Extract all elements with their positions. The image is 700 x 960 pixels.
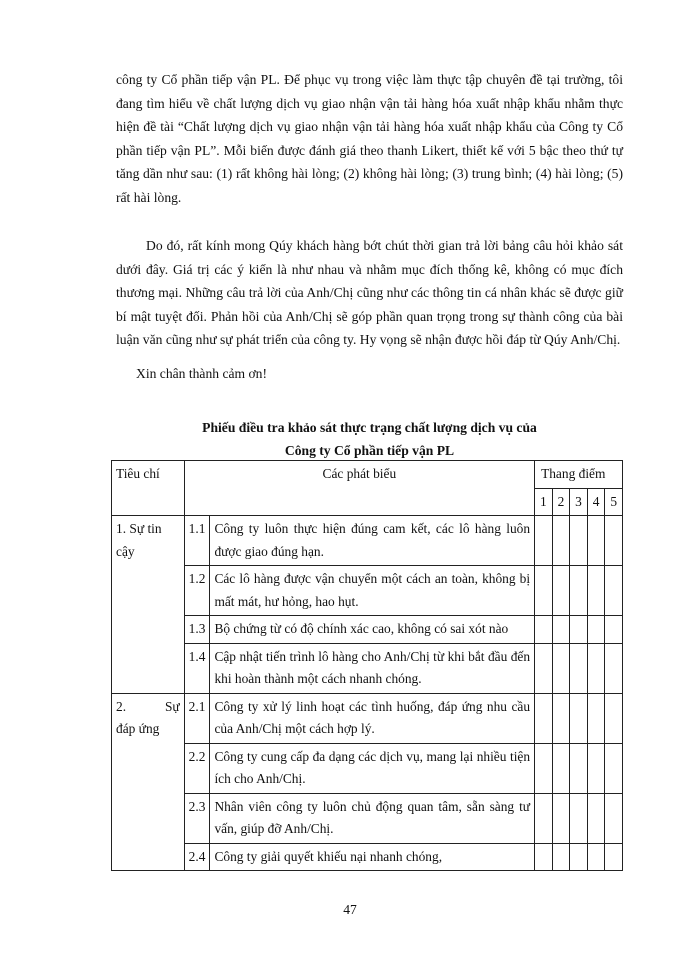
item-statement: Công ty cung cấp đa dạng các dịch vụ, mang lại nhiều tiện ích cho Anh/Chị. bbox=[210, 743, 535, 793]
rating-cell-5[interactable] bbox=[605, 616, 623, 644]
rating-cell-5[interactable] bbox=[605, 693, 623, 743]
item-statement: Các lô hàng được vận chuyển một cách an toàn, không bị mất mát, hư hỏng, hao hụt. bbox=[210, 566, 535, 616]
rating-cell-4[interactable] bbox=[587, 516, 605, 566]
survey-table bbox=[111, 460, 623, 871]
header-statements: Các phát biểu bbox=[184, 461, 534, 516]
scale-value-4: 4 bbox=[587, 488, 605, 516]
rating-cell-2[interactable] bbox=[552, 516, 570, 566]
table-row bbox=[112, 643, 623, 693]
rating-cell-1[interactable] bbox=[535, 643, 553, 693]
item-number: 1.2 bbox=[184, 566, 210, 616]
survey-title-line2: Công ty Cổ phần tiếp vận PL bbox=[284, 443, 455, 458]
header-scale: Thang điểm bbox=[535, 461, 623, 489]
rating-cell-2[interactable] bbox=[552, 693, 570, 743]
rating-cell-3[interactable] bbox=[570, 693, 588, 743]
intro-paragraph: công ty Cổ phần tiếp vận PL. Để phục vụ trong việc làm thực tập chuyên đề tại trường, tôi đang tìm hiểu về chất lượng dịch vụ giao nhận vận tải hàng hóa xuất nhập khẩu nhằm thực hiện đề tài “Chất lượng dịch vụ giao nhận vận tải hàng hóa xuất nhập khẩu của Công ty Cổ phần tiếp vận PL”. Mỗi biến được đánh giá theo thanh Likert, thiết kế với 5 bậc theo thứ tự tăng dần như sau: (1) rất không hài lòng; (2) không hài lòng; (3) trung bình; (4) hài lòng; (5) rất hài lòng. bbox=[116, 72, 623, 205]
rating-cell-3[interactable] bbox=[570, 793, 588, 843]
rating-cell-3[interactable] bbox=[570, 516, 588, 566]
rating-cell-1[interactable] bbox=[535, 566, 553, 616]
rating-cell-1[interactable] bbox=[535, 616, 553, 644]
rating-cell-4[interactable] bbox=[587, 643, 605, 693]
table-row bbox=[112, 793, 623, 843]
rating-cell-3[interactable] bbox=[570, 843, 588, 871]
rating-cell-1[interactable] bbox=[535, 843, 553, 871]
item-number: 2.3 bbox=[184, 793, 210, 843]
table-row bbox=[112, 693, 623, 743]
criteria-reliability bbox=[112, 516, 185, 694]
table-header-row bbox=[112, 461, 623, 489]
rating-cell-5[interactable] bbox=[605, 793, 623, 843]
rating-cell-2[interactable] bbox=[552, 566, 570, 616]
table-row bbox=[112, 616, 623, 644]
scale-value-5: 5 bbox=[605, 488, 623, 516]
table-row bbox=[112, 843, 623, 871]
scale-value-2: 2 bbox=[552, 488, 570, 516]
rating-cell-5[interactable] bbox=[605, 843, 623, 871]
rating-cell-2[interactable] bbox=[552, 616, 570, 644]
rating-cell-2[interactable] bbox=[552, 743, 570, 793]
item-number: 1.1 bbox=[184, 516, 210, 566]
scale-value-3: 3 bbox=[570, 488, 588, 516]
criteria-responsiveness-word: Sự bbox=[164, 698, 180, 714]
criteria-reliability-line2: cậy bbox=[116, 543, 135, 559]
item-statement: Công ty giải quyết khiếu nại nhanh chóng, bbox=[210, 843, 535, 871]
table-row bbox=[112, 566, 623, 616]
rating-cell-4[interactable] bbox=[587, 693, 605, 743]
item-statement: Công ty luôn thực hiện đúng cam kết, các lô hàng luôn được giao đúng hạn. bbox=[210, 516, 535, 566]
rating-cell-1[interactable] bbox=[535, 693, 553, 743]
criteria-responsiveness-line2: đáp ứng bbox=[116, 721, 160, 736]
table-row bbox=[112, 516, 623, 566]
item-number: 2.4 bbox=[184, 843, 210, 871]
item-statement: Bộ chứng từ có độ chính xác cao, không có sai xót nào bbox=[210, 616, 535, 644]
rating-cell-3[interactable] bbox=[570, 743, 588, 793]
page-number: 47 bbox=[343, 902, 357, 917]
rating-cell-2[interactable] bbox=[552, 843, 570, 871]
criteria-responsiveness-number: 2. bbox=[116, 698, 127, 714]
criteria-reliability-line1: 1. Sự tin bbox=[116, 521, 162, 536]
header-criteria: Tiêu chí bbox=[112, 461, 185, 516]
request-paragraph: Do đó, rất kính mong Qúy khách hàng bớt chút thời gian trả lời bảng câu hỏi khảo sát dưới đây. Giá trị các ý kiến là như nhau và nhằm mục đích thống kê, không có mục đích thương mại. Những câu trả lời của Anh/Chị cũng như các thông tin cá nhân khác sẽ được giữ bí mật tuyệt đối. Phản hồi của Anh/Chị sẽ góp phần quan trọng trong sự thành công của bài luận văn cũng như sự phát triển của công ty. Hy vọng sẽ nhận được hồi đáp từ Qúy Anh/Chị. bbox=[116, 238, 623, 348]
rating-cell-4[interactable] bbox=[587, 566, 605, 616]
item-statement: Cập nhật tiến trình lô hàng cho Anh/Chị từ khi bắt đầu đến khi hoàn thành một cách nhanh chóng. bbox=[210, 643, 535, 693]
item-number: 2.1 bbox=[184, 693, 210, 743]
rating-cell-1[interactable] bbox=[535, 516, 553, 566]
table-row bbox=[112, 743, 623, 793]
rating-cell-5[interactable] bbox=[605, 743, 623, 793]
thanks-line: Xin chân thành cảm ơn! bbox=[136, 366, 267, 381]
rating-cell-4[interactable] bbox=[587, 843, 605, 871]
criteria-responsiveness-line1 bbox=[116, 696, 180, 719]
rating-cell-3[interactable] bbox=[570, 566, 588, 616]
item-number: 1.4 bbox=[184, 643, 210, 693]
rating-cell-4[interactable] bbox=[587, 616, 605, 644]
rating-cell-3[interactable] bbox=[570, 643, 588, 693]
rating-cell-5[interactable] bbox=[605, 516, 623, 566]
rating-cell-1[interactable] bbox=[535, 743, 553, 793]
rating-cell-4[interactable] bbox=[587, 793, 605, 843]
rating-cell-4[interactable] bbox=[587, 743, 605, 793]
item-number: 1.3 bbox=[184, 616, 210, 644]
rating-cell-5[interactable] bbox=[605, 566, 623, 616]
rating-cell-2[interactable] bbox=[552, 643, 570, 693]
item-statement: Công ty xử lý linh hoạt các tình huống, đáp ứng nhu cầu của Anh/Chị một cách hợp lý. bbox=[210, 693, 535, 743]
rating-cell-2[interactable] bbox=[552, 793, 570, 843]
criteria-responsiveness bbox=[112, 693, 185, 871]
rating-cell-3[interactable] bbox=[570, 616, 588, 644]
item-statement: Nhân viên công ty luôn chủ động quan tâm, sẵn sàng tư vấn, giúp đỡ Anh/Chị. bbox=[210, 793, 535, 843]
survey-title-line1: Phiếu điều tra khảo sát thực trạng chất lượng dịch vụ của bbox=[202, 420, 537, 435]
rating-cell-5[interactable] bbox=[605, 643, 623, 693]
item-number: 2.2 bbox=[184, 743, 210, 793]
rating-cell-1[interactable] bbox=[535, 793, 553, 843]
scale-value-1: 1 bbox=[535, 488, 553, 516]
